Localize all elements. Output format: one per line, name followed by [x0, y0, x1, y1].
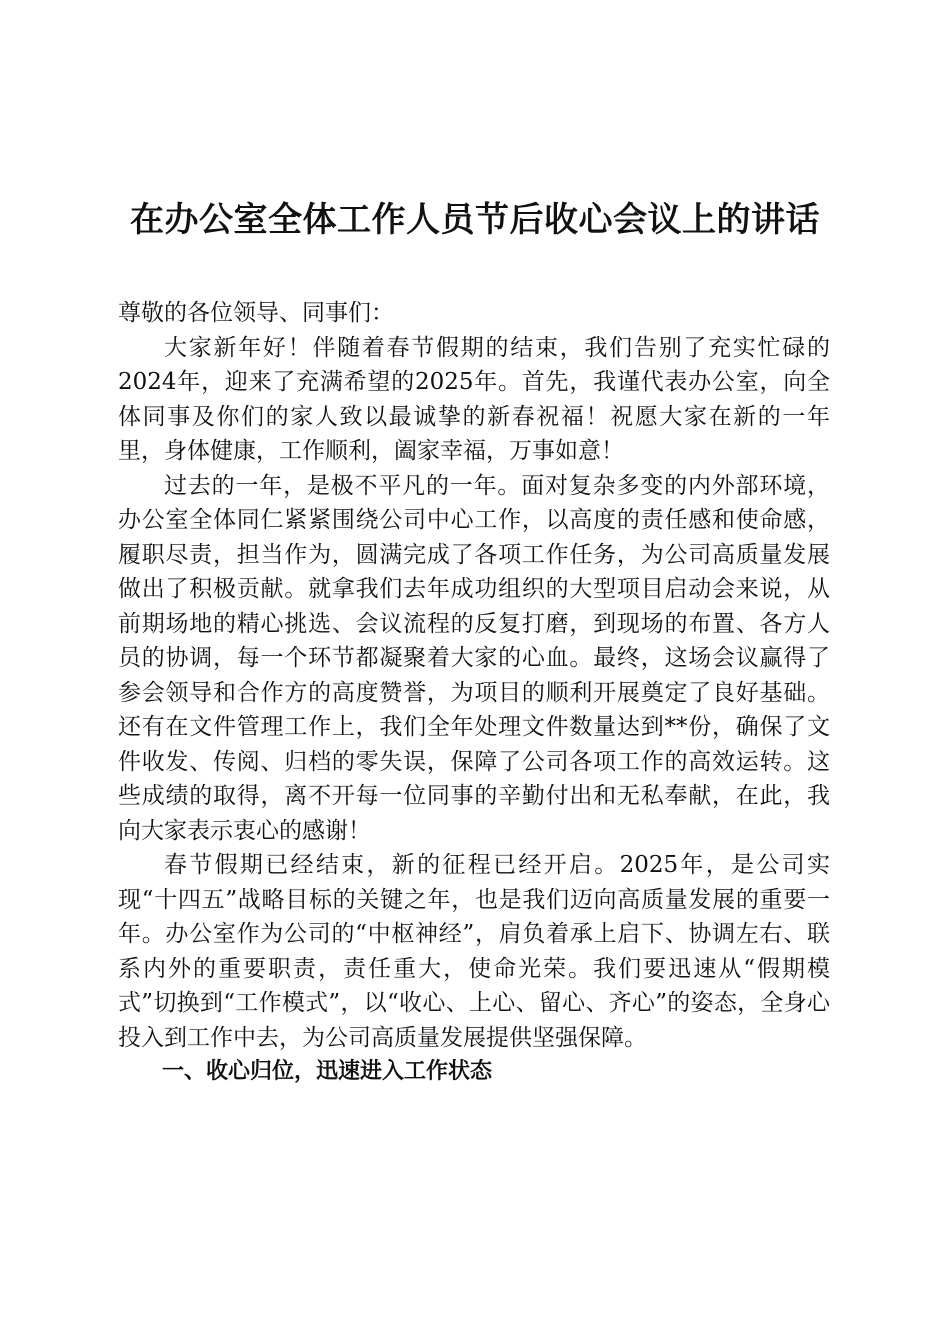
paragraph-outlook: 春节假期已经结束，新的征程已经开启。2025年，是公司实现“十四五”战略目标的关键之年，也是我们迈向高质量发展的重要一年。办公室作为公司的“中枢神经”，肩负着承上启下、协调左右、联系内外的重要职责，责任重大，使命光荣。我们要迅速从“假期模式”切换到“工作模式”，以“收心、上心、留心、齐心”的姿态，全身心投入到工作中去，为公司高质量发展提供坚强保障。 [118, 852, 830, 1051]
paragraph-review: 过去的一年，是极不平凡的一年。面对复杂多变的内外部环境，办公室全体同仁紧紧围绕公司中心工作，以高度的责任感和使命感，履职尽责，担当作为，圆满完成了各项工作任务，为公司高质量发展做出了积极贡献。就拿我们去年成功组织的大型项目启动会来说，从前期场地的精心挑选、会议流程的反复打磨，到现场的布置、各方人员的协调，每一个环节都凝聚着大家的心血。最终，这场会议赢得了参会领导和合作方的高度赞誉，为项目的顺利开展奠定了良好基础。还有在文件管理工作上，我们全年处理文件数量达到**份，确保了文件收发、传阅、归档的零失误，保障了公司各项工作的高效运转。这些成绩的取得，离不开每一位同事的辛勤付出和无私奉献，在此，我向大家表示衷心的感谢！ [118, 472, 830, 844]
section-heading: 一、收心归位，迅速进入工作状态 [162, 1059, 493, 1084]
document-body [118, 296, 830, 1090]
salutation: 尊敬的各位领导、同事们： [118, 300, 394, 326]
document-title: 在办公室全体工作人员节后收心会议上的讲话 [130, 200, 820, 240]
paragraph-greeting: 大家新年好！伴随着春节假期的结束，我们告别了充实忙碌的2024年，迎来了充满希望的2025年。首先，我谨代表办公室，向全体同事及你们的家人致以最诚挚的新春祝福！祝愿大家在新的一年里，身体健康，工作顺利，阖家幸福，万事如意！ [118, 334, 830, 464]
